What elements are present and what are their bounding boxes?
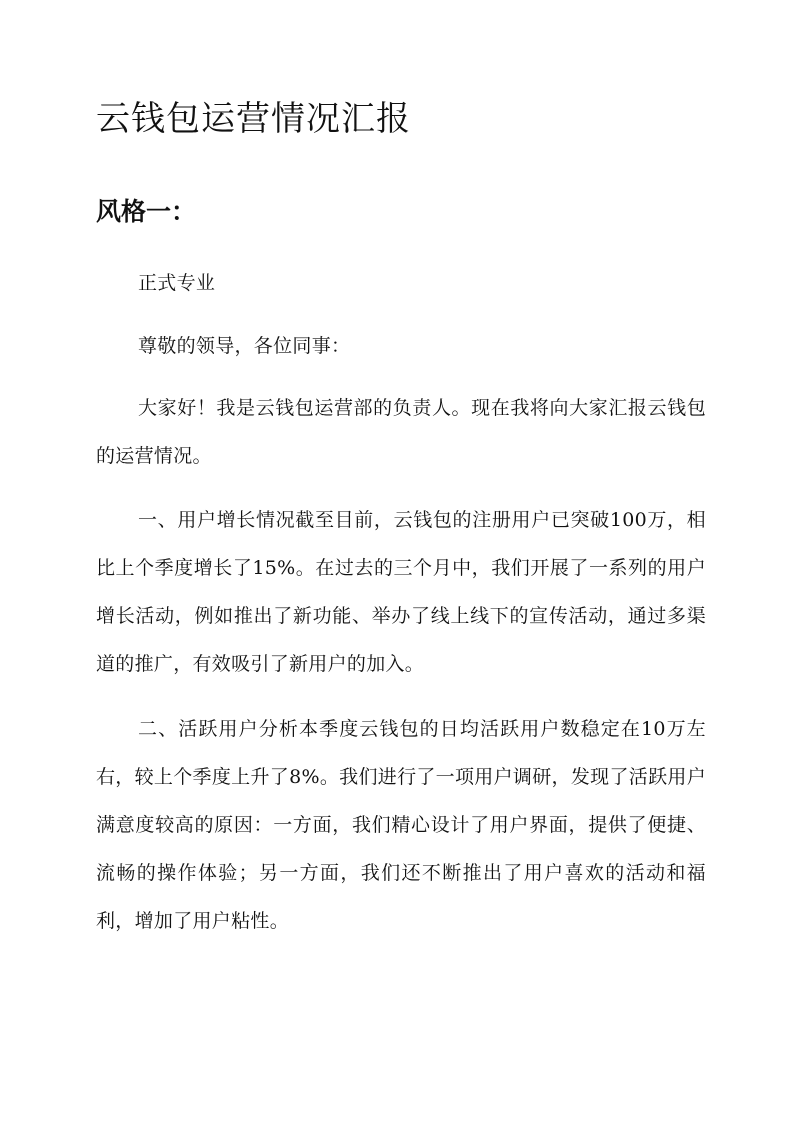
section-heading: 风格一： xyxy=(96,197,197,226)
active-users-paragraph: 二、活跃用户分析本季度云钱包的日均活跃用户数稳定在10万左右，较上个季度上升了8%。我们进行了一项用户调研，发现了活跃用户满意度较高的原因：一方面，我们精心设计了用户界面，提供了便捷、流畅的操作体验；另一方面，我们还不断推出了用户喜欢的活动和福利，增加了用户粘性。 xyxy=(96,718,706,932)
user-growth-paragraph: 一、用户增长情况截至目前，云钱包的注册用户已突破100万，相比上个季度增长了15%。在过去的三个月中，我们开展了一系列的用户增长活动，例如推出了新功能、举办了线上线下的宣传活动，通过多渠道的推广，有效吸引了新用户的加入。 xyxy=(96,509,706,675)
style-label-paragraph: 正式专业 xyxy=(138,272,216,294)
document-title: 云钱包运营情况汇报 xyxy=(96,99,411,139)
greeting-paragraph: 尊敬的领导，各位同事： xyxy=(138,335,351,357)
intro-paragraph: 大家好！我是云钱包运营部的负责人。现在我将向大家汇报云钱包的运营情况。 xyxy=(96,397,706,467)
